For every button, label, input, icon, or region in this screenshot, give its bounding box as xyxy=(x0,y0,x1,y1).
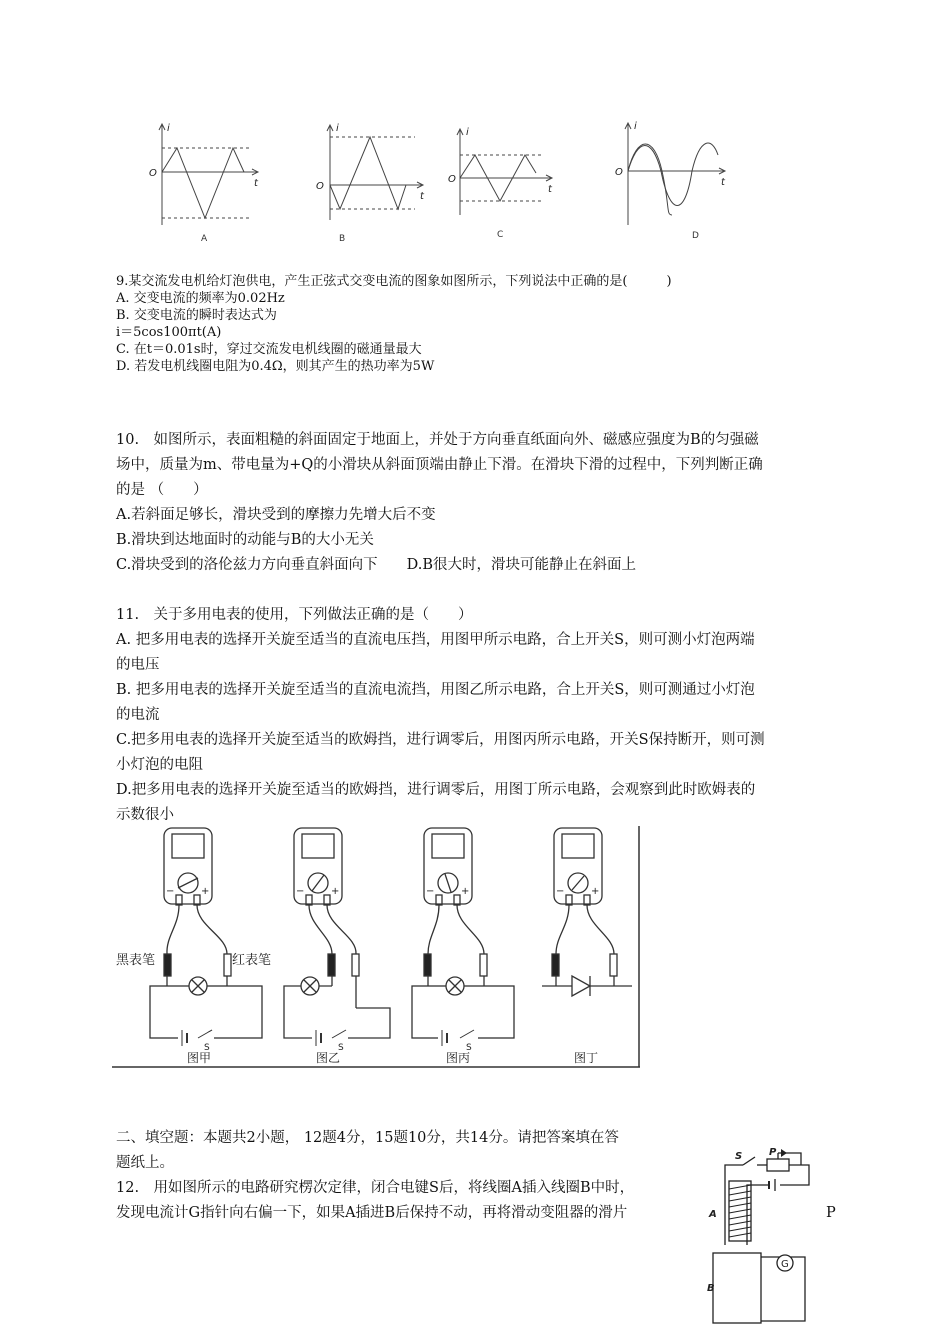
graph-c-label: C xyxy=(497,230,504,240)
graph-a-axis-i: i xyxy=(167,123,170,134)
multimeter-figure xyxy=(112,826,642,1070)
q11-option-b-line-1: B. 把多用电表的选择开关旋至适当的直流电流挡，用图乙所示电路，合上开关S，则可测通过小灯泡 xyxy=(116,682,755,698)
graph-b-axis-o: O xyxy=(316,181,324,192)
current-graphs xyxy=(140,115,760,255)
q9-option-a: A. 交变电流的频率为0.02Hz xyxy=(116,291,285,306)
graph-b xyxy=(327,125,423,220)
q12-line-1: 12. 用如图所示的电路研究楞次定律，闭合电键S后，将线圈A插入线圈B中时， xyxy=(116,1180,635,1196)
q10-stem-line-3: 的是 （ ） xyxy=(116,482,208,498)
q9-option-c: C. 在t＝0.01s时，穿过交流发电机线圈的磁通量最大 xyxy=(116,342,422,357)
coil-switch-label: S xyxy=(735,1151,743,1162)
meter-4-minus: − xyxy=(556,886,565,897)
q12-line-2: 发现电流计G指针向右偏一下，如果A插进B后保持不动，再将滑动变阻器的滑片 xyxy=(116,1205,628,1221)
graph-d-axis-o: O xyxy=(615,167,623,178)
q9-option-b: B. 交变电流的瞬时表达式为 xyxy=(116,308,277,323)
meter-1-switch-label: S xyxy=(204,1043,210,1053)
meter-3-plus: + xyxy=(461,886,470,897)
caption-yi: 图乙 xyxy=(316,1051,341,1065)
q11-stem: 11. 关于多用电表的使用，下列做法正确的是（ ） xyxy=(116,607,473,623)
coil-slider-label: P xyxy=(769,1147,777,1158)
q11-option-d-line-2: 示数很小 xyxy=(116,807,174,823)
caption-bing: 图丙 xyxy=(446,1051,471,1065)
meter-2-switch-label: S xyxy=(338,1043,344,1053)
graph-a-label: A xyxy=(201,234,208,244)
graph-d-label: D xyxy=(692,231,699,241)
meter-1-plus: + xyxy=(201,886,210,897)
coil-b-label: B xyxy=(707,1283,715,1294)
q9-option-d: D. 若发电机线圈电阻为0.4Ω，则其产生的热功率为5W xyxy=(116,359,435,374)
q11-option-a-line-1: A. 把多用电表的选择开关旋至适当的直流电压挡，用图甲所示电路，合上开关S，则可测小灯泡两端 xyxy=(116,632,755,648)
q11-option-b-line-2: 的电流 xyxy=(116,707,160,723)
q11-option-c-line-1: C.把多用电表的选择开关旋至适当的欧姆挡，进行调零后，用图丙所示电路，开关S保持断开，则可测 xyxy=(116,732,765,748)
graph-d-axis-i: i xyxy=(634,121,637,132)
graph-d xyxy=(625,123,725,225)
meter-2 xyxy=(284,828,390,1046)
q10-option-c-d: C.滑块受到的洛伦兹力方向垂直斜面向下 D.B很大时，滑块可能静止在斜面上 xyxy=(116,557,637,573)
galvanometer-label: G xyxy=(781,1259,789,1270)
q11-option-d-line-1: D.把多用电表的选择开关旋至适当的欧姆挡，进行调零后，用图丁所示电路，会观察到此时欧姆表的 xyxy=(116,782,756,798)
graph-b-axis-i: i xyxy=(336,123,339,134)
q12-p-label: P xyxy=(826,1205,836,1221)
meter-3 xyxy=(412,828,514,1046)
q9-option-b-formula: i＝5cos100πt(A) xyxy=(116,325,222,340)
meter-3-switch-label: S xyxy=(466,1043,472,1053)
meter-3-minus: − xyxy=(426,886,435,897)
q10-stem-line-1: 10. 如图所示，表面粗糙的斜面固定于地面上，并处于方向垂直纸面向外、磁感应强度为B的匀强磁 xyxy=(116,432,759,448)
graph-c-axis-o: O xyxy=(448,174,456,185)
graph-c xyxy=(457,129,552,215)
q9-stem: 9.某交流发电机给灯泡供电，产生正弦式交变电流的图象如图所示，下列说法中正确的是( ) xyxy=(116,274,672,289)
meter-2-plus: + xyxy=(331,886,340,897)
graph-a-axis-t: t xyxy=(254,178,258,189)
q11-option-a-line-2: 的电压 xyxy=(116,657,160,673)
graph-c-axis-i: i xyxy=(466,127,469,138)
coil-a-label: A xyxy=(709,1209,717,1220)
graph-a xyxy=(159,124,258,225)
graph-a-axis-o: O xyxy=(149,168,157,179)
meter-4-plus: + xyxy=(591,886,600,897)
meter-1-minus: − xyxy=(166,886,175,897)
caption-jia: 图甲 xyxy=(187,1051,212,1065)
coil-figure xyxy=(705,1145,815,1327)
red-probe-label: 红表笔 xyxy=(232,953,272,968)
graph-d-axis-t: t xyxy=(721,177,725,188)
black-probe-label: 黑表笔 xyxy=(116,953,156,968)
meter-2-minus: − xyxy=(296,886,305,897)
section2-line-2: 题纸上。 xyxy=(116,1155,174,1171)
q10-stem-line-2: 场中，质量为m、带电量为+Q的小滑块从斜面顶端由静止下滑。在滑块下滑的过程中，下列判断正确 xyxy=(116,457,763,473)
q10-option-b: B.滑块到达地面时的动能与B的大小无关 xyxy=(116,532,374,548)
graph-b-label: B xyxy=(339,234,346,244)
meter-4 xyxy=(542,828,632,996)
meter-1 xyxy=(150,828,262,1046)
q10-option-a: A.若斜面足够长，滑块受到的摩擦力先增大后不变 xyxy=(116,507,436,523)
graph-c-axis-t: t xyxy=(548,184,552,195)
section2-line-1: 二、填空题：本题共2小题， 12题4分，15题10分，共14分。请把答案填在答 xyxy=(116,1130,619,1146)
q11-option-c-line-2: 小灯泡的电阻 xyxy=(116,757,203,773)
caption-ding: 图丁 xyxy=(574,1051,599,1065)
graph-b-axis-t: t xyxy=(420,191,424,202)
